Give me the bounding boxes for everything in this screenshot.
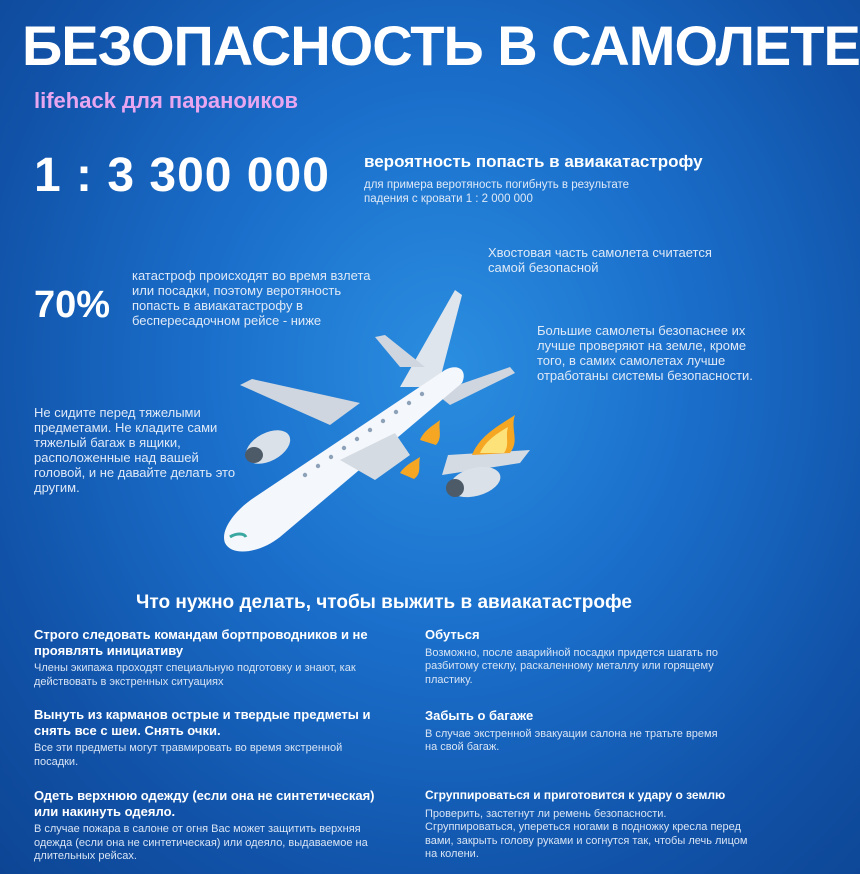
tip-baggage xyxy=(425,708,725,755)
tip-heading: Одеть верхнюю одежду (если она не синтетическая) или накинуть одеяло. xyxy=(34,788,375,819)
fact-tail: Хвостовая часть самолета считается самой безопасной xyxy=(488,245,712,275)
tip-text: В случае пожара в салоне от огня Вас может защитить верхняя одежда (если она не синтетическая) или одеяло, выдаваемое на длительных рейсах. xyxy=(34,823,368,862)
tip-shoes xyxy=(425,627,755,687)
stabilizer-left xyxy=(375,335,425,367)
tip-heading: Вынуть из карманов острые и твердые предметы и снять все с шеи. Снять очки. xyxy=(34,707,371,738)
tip-text: В случае экстренной эвакуации салона не тратьте время на свой багаж. xyxy=(425,727,718,753)
survival-title: Что нужно делать, чтобы выжить в авиакатастрофе xyxy=(136,592,632,613)
tip-heading: Сгруппироваться и приготовится к удару о землю xyxy=(425,788,726,802)
engine-left-intake xyxy=(245,447,263,463)
stat-percent: 70% xyxy=(34,284,111,326)
page-title: БЕЗОПАСНОСТЬ В САМОЛЕТЕ xyxy=(22,14,860,77)
tip-heading: Забыть о багаже xyxy=(425,708,534,723)
tip-outerwear xyxy=(34,788,384,864)
fact-big-planes: Большие самолеты безопаснее их лучше проверяют на земле, кроме того, в самих самолетах лучше отработаны системы безопасности. xyxy=(537,323,753,383)
odds-note: для примера веротяность погибнуть в результате падения с кровати 1 : 2 000 000 xyxy=(364,179,630,205)
airplane-with-burning-wing-icon xyxy=(210,275,560,575)
tip-text: Проверить, застегнут ли ремень безопасности. Сгруппироваться, упереться ногами в подножку кресла перед вами, закрыть голову руками и согнутся так, чтобы лечь лицом на колени. xyxy=(425,807,748,860)
odds-ratio: 1 : 3 300 000 xyxy=(34,149,330,202)
fact-heavy-objects: Не сидите перед тяжелыми предметами. Не кладите сами тяжелый багаж в ящики, расположенные над вашей головой, и не давайте делать это другим. xyxy=(34,405,236,495)
tip-text: Возможно, после аварийной посадки придется шагать по разбитому стеклу, раскаленному металлу или горящему пластику. xyxy=(425,646,718,686)
wing-left xyxy=(240,379,360,425)
tip-text: Все эти предметы могут травмировать во время экстренной посадки. xyxy=(34,742,343,768)
page-subtitle: lifehack для параноиков xyxy=(34,88,299,113)
stat-text: катастроф происходят во время взлета или посадки, поэтому веротяность попасть в авиакатастрофу в беспересадочном рейсе - ниже xyxy=(132,268,371,328)
odds-title: вероятность попасть в авиакатастрофу xyxy=(364,152,703,171)
tip-follow-crew xyxy=(34,627,404,689)
tip-brace-position xyxy=(425,788,755,862)
tip-heading: Строго следовать командам бортпроводников и не проявлять инициативу xyxy=(34,627,368,658)
engine-right-intake xyxy=(446,479,464,497)
tip-heading: Обуться xyxy=(425,627,480,642)
tip-remove-objects xyxy=(34,707,374,769)
tip-text: Члены экипажа проходят специальную подготовку и знают, как действовать в экстренных ситуациях xyxy=(34,662,356,688)
engine-left xyxy=(240,423,296,470)
